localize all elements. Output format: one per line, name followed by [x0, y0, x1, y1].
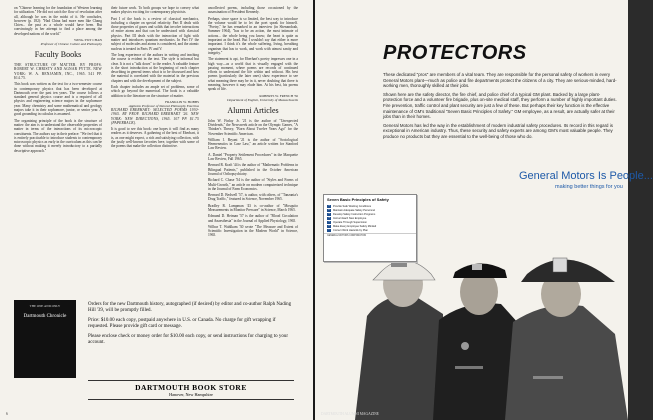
review-text: It is good to see this book: one hopes it will find as many readers as it deserves. A gathering of the best of Eberhart, it is, as one might expect, a rich and satisfying collection, with the justly well-known favorites here, together with some of the poems that make the collection distinctive.	[111, 127, 199, 149]
review-text: Perhaps, since space is so limited, the best way to introduce the volume would be to let the poet speak for himself. "Poetry," he has remarked in an interview (in Shenandoah, Summer 1964), "has to be an action, the most intimate of actions... the whole being you know; the heart is quite as important as the head. But I wouldn't say that either is more important. I think it's the whole suffering, living, breathing organism that has to work, and work with utmost sanity and integrity."	[208, 16, 298, 55]
ad-copy	[88, 302, 294, 350]
alumni-articles-heading: Alumni Articles	[227, 105, 279, 115]
ad-paragraph: Orders for the new Dartmouth history, autographed (if desired) by editor and co-author Ralph Nading Hill '39, will be promptly filled.	[88, 302, 292, 313]
book-title: THE STRUCTURE OF MATTER. BY PROFS. ROBERT W. CHRISTY AND AGNAR PYTTE. NEW YORK: W. A. BENJAMIN, INC., 1965. 541 PP. $14.75.	[14, 63, 102, 80]
poster-item: 3 Develop Safety Instruction Programs	[328, 212, 376, 216]
right-page	[315, 0, 653, 420]
alumni-item: Edmund D. Heiman '57 is the author of "Blood Circulation and Anaesthesia" in the Journal of Applied Physiology, 1965.	[208, 214, 298, 223]
column-3	[208, 6, 298, 240]
poster-footer: GENERAL MOTORS CORPORATION	[324, 233, 416, 238]
faculty-books-heading: Faculty Books	[34, 50, 82, 60]
poster-title: Seven Basic Principles of Safety	[327, 197, 389, 202]
alumni-item: Wilbur T. Wahlkam '30 wrote "The Measure and Extent of Scientific Investigation in the Modern World" in Science, 1965.	[208, 224, 298, 238]
ad-paragraph: Please enclose check or money order for $10.00 each copy, or send instructions for charging to your account.	[88, 334, 289, 345]
reviewer-title: Department of English, University of Massachusetts	[227, 97, 298, 102]
poster-item: 1 Provide Safe Working Conditions	[328, 204, 372, 208]
ad-title: PROTECTORS	[383, 42, 527, 64]
ad-paragraph: Shown here are the safety director, the fire chief, and police chief of a typical GM plant. Backed by a large plant-protection force and a volunteer fire brigade, plus on-site medical staff, they perform a number of highly important duties. Fire prevention, traffic control and plant security are just a few of these. But perhaps their key function is the effective maintenance of GM's traditional "Seven Basic Principles of Safety." GM employee, as a result, are actually safer at their jobs than in their homes.	[383, 91, 617, 120]
review-text: Each chapter includes an ample set of problems, some of which go beyond the numerical. The book is a valuable addition to the literature on the structure of matter.	[111, 85, 199, 98]
review-text: The organizing principle of the book is the structure of matter: the aim is to understand the observable properties of matter in terms of the interactions of its microscopic constituents. The authors say in their preface: "We feel that it is entirely practicable to introduce students to contemporary microscopic physics as early in the curriculum as this can be done without making it merely introductory to a partially descriptive approach."	[14, 118, 102, 153]
store-city: Hanover, New Hampshire	[169, 392, 213, 397]
ad-paragraph: General Motors has led the way in the establishment of modern industrial safety procedures. Its record in this regard is exceptional in American industry. Thus, these security and safety experts are among GM's most valuable people. They produce no products but they are essential to the well-being of those who do.	[383, 122, 613, 139]
reviewer-title: Professor of Chinese Culture and Philosophy	[40, 42, 102, 47]
ad-paragraph: These dedicated "pros" are members of a vital team. They are responsible for the personal safety of workers in every General Motors plant—much as police and fire departments protect the citizens of a city. They are serious-minded, hard-working men, thoroughly skilled at their jobs.	[383, 72, 617, 89]
book-cover-image	[14, 300, 76, 378]
reviewer-title: Appleton Professor of Natural Philosophy Emeritus	[128, 103, 199, 108]
review-text: their future work. To both groups we hope to convey what makes physics exciting for contemporary physicists.	[111, 6, 199, 15]
store-banner	[88, 380, 294, 400]
magazine-footer: DARTMOUTH ALUMNI MAGAZINE	[321, 412, 379, 416]
review-text: The long experience of the authors in writing and teaching the course is evident in the text. The style is informal but clear. It is not a "talk down" to the reader. A valuable feature is the short introduction at the beginning of each chapter describing in general terms what is to be discussed and how the material is correlated with the material in the previous chapters and with the development of the subject.	[111, 52, 199, 83]
poster-item: 5 Operate Through Supervision	[328, 220, 367, 224]
column-2	[111, 6, 199, 151]
gm-headline: General Motors Is People...	[519, 170, 653, 182]
book-title: RICHARD EBERHART: SELECTED POEMS 1930-1965. BY PROF. RICHARD EBERHART '26. NEW YORK: NEW DIRECTIONS, 1965. 107 PP. $1.75 (PAPERBACK).	[111, 107, 199, 125]
ad-paragraph: Price: $10.00 each copy, postpaid anywhere in U.S. or Canada. No charge for gift wrapping if requested. Please provide gift card or message.	[88, 318, 276, 329]
reviewer-name: ROBERTS W. FRENCH '56	[259, 93, 298, 98]
gm-subhead: making better things for you	[555, 184, 623, 190]
poster-item: 4 Instruct Each New Employee	[328, 216, 367, 220]
alumni-item: Bernard R. Kraft '44 is the author of "Mathematic Problems in Bilingual Patients," published in the October American Journal of Orthopsychiatry.	[208, 163, 298, 176]
review-text: uncollected poems, including those occasioned by the assassination of President Kennedy.	[208, 6, 298, 15]
alumni-item: Bradley R. Lampman '43 is co-author of "Mosquito Measurements in Monitor Pressure" in Science, March 1965.	[208, 203, 298, 212]
reviewer-name: FRANKLIN W. HOBBS	[165, 99, 199, 104]
left-page	[0, 0, 313, 420]
ad-body	[383, 72, 619, 143]
alumni-item: William I. Bryant '21 is the author of "Sociological Hermeneutics in Case Law," an article written for Stanford Law Review.	[208, 137, 298, 151]
reviewer-name: WING-TSIT CHAN	[74, 38, 102, 43]
book-cover-title: Dartmouth Chronicle	[23, 314, 67, 319]
alumni-item: John W. Finlay Jr. '21 is the author of "Unexpected Dividends," the Newsweek article on the Olympic Games, "A Thinker's Theory, "Born About Twelve Years Ago" for the November Scientific American.	[208, 118, 298, 136]
page-number: 6	[6, 412, 8, 416]
book-cover-line: THE ONE AND ONLY	[29, 304, 61, 308]
poster-item: 7 Correct Work Hazards by Plan	[328, 228, 368, 232]
book-store-ad	[14, 300, 294, 400]
review-text: This book was written as the text for a two-semester course in contemporary physics that has been developed at Dartmouth over the past ten years. The course follows a standard general physics course and is a required of all physics and engineering science majors in the sophomore year. Many chemistry and some mathematical and geology majors take it in their sophomore, junior, or senior year. A good grounding in calculus is assumed.	[14, 82, 102, 117]
store-name: DARTMOUTH BOOK STORE	[135, 383, 247, 392]
column-1	[14, 6, 102, 155]
review-text: Part I of the book is a review of classical mechanics, including a chapter on special relativity. Part II deals with those properties of gases and solids that involve interactions of entire atoms and that can be understood with classical physics. Part III deals with the interaction of light with matter and introduces quantum mechanics. In Part IV the subject of molecules and atoms is considered, and the atomic nucleus is treated in Parts IV and V.	[111, 16, 199, 51]
alumni-item: Richard C. Chase '54 is the author of "Styles and Forms of Multi-Growth," an article on modern computerized technique in the Journal of Farm Economics.	[208, 178, 298, 191]
poster-item: 2 Maintain Adequate Safety Personnel	[328, 208, 375, 212]
review-text: The statement is apt, for Eberhart's poetry impresses one in a high way—as a world that is visually engaged with the passing moment, where poems are records of continued efforts to understand the life within and without. His best poems (particularly the later ones) show experience to see what meaning there may be in it, never doubting that there is meaning, however it may elude him. At his best, his poems speak of life.	[208, 57, 298, 92]
review-text: on "Chinese learning for the foundation of Western learning for utilization." He did not catch the flow of revolution after all, although he was in the midst of it. He concludes, however (p. 182): "Had China had more men like Chang Chien... the past as a whole would have been. But convincingly in her attempt to find a place among the developed nations of the world."	[14, 6, 102, 36]
poster-item: 6 Make Every Employee Safety Minded	[328, 224, 377, 228]
safety-principles-poster	[323, 194, 417, 262]
alumni-item: A. Daniel "Property Settlement Procedures" in the Marquette Law Review, Fall 1965.	[208, 152, 298, 162]
alumni-item: Bernard D. Bedwell '57, is author, with others, of "Tanzania's Drug Traffic," featured in Science, November 1965.	[208, 193, 298, 202]
